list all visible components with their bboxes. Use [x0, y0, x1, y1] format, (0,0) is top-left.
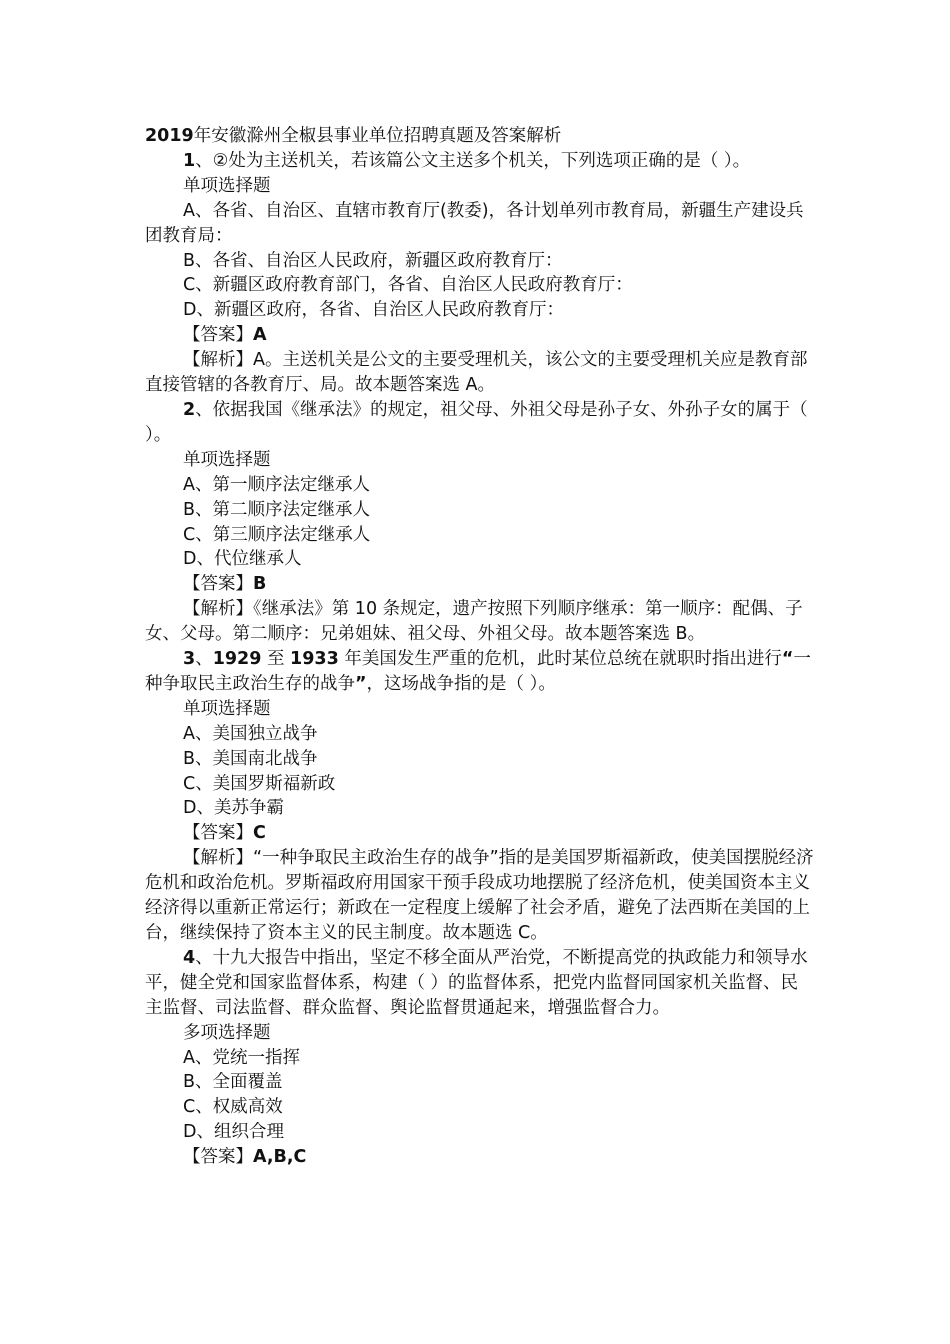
answer-label: 【答案】 — [183, 574, 253, 595]
question-type: 单项选择题 — [183, 449, 271, 470]
question-number: 1 — [183, 150, 196, 171]
option-item: B、各省、自治区人民政府，新疆区政府教育厅： — [183, 250, 563, 271]
option-item: C、新疆区政府教育部门，各省、自治区人民政府教育厅： — [183, 275, 633, 296]
title-year: 2019 — [145, 126, 194, 146]
question-number: 2 — [183, 399, 196, 420]
question-stem — [145, 946, 815, 1021]
option-item: A、美国独立战争 — [183, 723, 318, 744]
title-text: 年安徽滁州全椒县事业单位招聘真题及答案解析 — [193, 126, 562, 146]
option-item: C、权威高效 — [183, 1097, 283, 1118]
question-stem — [145, 149, 815, 174]
answer-line — [145, 572, 815, 597]
answer-label: 【答案】 — [183, 823, 253, 844]
question-stem-text: “ — [781, 649, 794, 670]
answer-line — [145, 323, 815, 348]
answer-line — [145, 1145, 815, 1170]
option-item: C、美国罗斯福新政 — [183, 773, 336, 794]
analysis-text: A。主送机关是公文的主要受理机关，该公文的主要受理机关应是教育部直接管辖的各教育厅、局。故本题答案选 A。 — [145, 350, 808, 396]
document-page — [145, 124, 815, 1170]
option-item: B、第二顺序法定继承人 — [183, 499, 371, 520]
question-type: 多项选择题 — [183, 1022, 271, 1043]
option-item: A、第一顺序法定继承人 — [183, 474, 370, 495]
question-stem-text: ，这场战争指的是（ ）。 — [366, 673, 556, 694]
answer-label: 【答案】 — [183, 1147, 253, 1168]
option-item: B、美国南北战争 — [183, 748, 318, 769]
option-item: D、代位继承人 — [183, 549, 302, 570]
analysis-paragraph — [145, 597, 815, 647]
question-stem-text: 1933 — [290, 649, 339, 670]
question-stem-text: ” — [355, 673, 367, 694]
option-item: B、全面覆盖 — [183, 1072, 283, 1093]
analysis-paragraph — [145, 846, 815, 946]
question-stem-text: 年美国发生严重的危机，此时某位总统在就职时指出进行 — [338, 649, 782, 670]
answer-value: B — [253, 574, 267, 595]
question-type: 单项选择题 — [183, 698, 271, 719]
answer-value: A — [253, 325, 267, 346]
analysis-text: 《继承法》第 10 条规定，遗产按照下列顺序继承：第一顺序：配偶、子女、父母。第二顺序：兄弟姐妹、祖父母、外祖父母。故本题答案选 B。 — [145, 599, 803, 645]
question-block — [145, 149, 815, 398]
question-stem — [145, 647, 815, 697]
question-block — [145, 647, 815, 946]
option-item: D、组织合理 — [183, 1122, 284, 1143]
option-item: D、新疆区政府，各省、自治区人民政府教育厅： — [183, 300, 564, 321]
question-stem-text: 、十九大报告中指出，坚定不移全面从严治党，不断提高党的执政能力和领导水平，健全党和国家监督体系，构建（ ）的监督体系，把党内监督同国家机关监督、民主监督、司法监督、群众监督、舆论监督贯通起来，增强监督合力。 — [145, 947, 808, 1018]
analysis-label: 【解析】 — [183, 350, 253, 371]
answer-value: C — [253, 823, 266, 844]
option-item: D、美苏争霸 — [183, 798, 284, 819]
analysis-label: 【解析】 — [183, 848, 253, 869]
question-stem-text: 1929 — [212, 649, 262, 670]
analysis-paragraph — [145, 348, 815, 398]
question-stem-text: 、 — [195, 649, 213, 670]
question-stem-text: 、②处为主送机关，若该篇公文主送多个机关，下列选项正确的是（ ）。 — [195, 150, 751, 171]
question-list — [145, 149, 815, 1170]
analysis-label: 【解析】 — [183, 599, 253, 620]
option-item: C、第三顺序法定继承人 — [183, 524, 371, 545]
document-title — [145, 124, 815, 149]
question-number: 3 — [183, 649, 196, 670]
analysis-text: “一种争取民主政治生存的战争”指的是美国罗斯福新政，使美国摆脱经济危机和政治危机。罗斯福政府用国家干预手段成功地摆脱了经济危机，使美国资本主义经济得以重新正常运行；新政在一定程度上缓解了社会矛盾，避免了法西斯在美国的上台，继续保持了资本主义的民主制度。故本题选 C。 — [145, 848, 814, 943]
answer-value: A,B,C — [253, 1147, 307, 1168]
question-stem-text: 、依据我国《继承法》的规定，祖父母、外祖父母是孙子女、外孙子女的属于（ ）。 — [145, 399, 808, 445]
option-item: A、党统一指挥 — [183, 1047, 300, 1068]
answer-label: 【答案】 — [183, 325, 253, 346]
question-block — [145, 946, 815, 1170]
question-type: 单项选择题 — [183, 175, 271, 196]
question-block — [145, 398, 815, 647]
question-stem — [145, 398, 815, 448]
question-number: 4 — [183, 947, 196, 968]
answer-line — [145, 821, 815, 846]
question-stem-text: 一种争取民主政治生存的战争 — [145, 649, 811, 694]
question-stem-text: 至 — [261, 649, 291, 670]
option-item: A、各省、自治区、直辖市教育厅(教委)，各计划单列市教育局，新疆生产建设兵团教育局： — [145, 200, 804, 246]
